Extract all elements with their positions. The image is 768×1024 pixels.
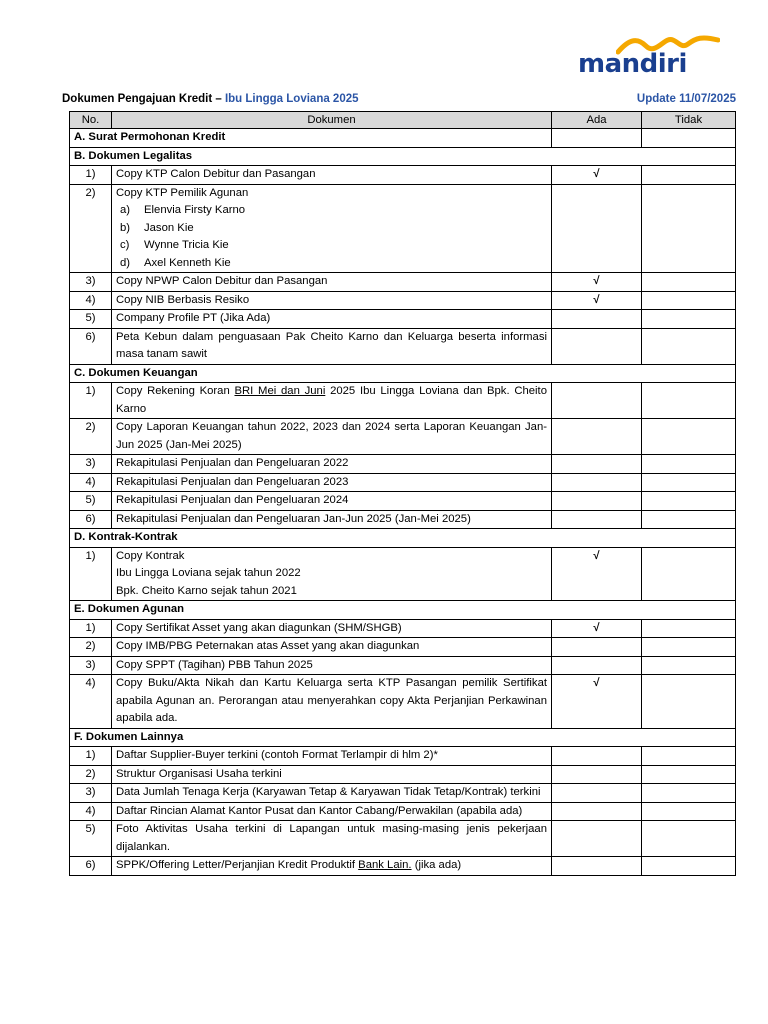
- ada-cell: [552, 765, 642, 784]
- ada-cell: [552, 784, 642, 803]
- sub-item: [116, 202, 547, 220]
- tidak-cell: [642, 821, 736, 857]
- ada-checkmark: √: [552, 166, 642, 185]
- tidak-cell: [642, 784, 736, 803]
- row-number: 1): [70, 747, 112, 766]
- tidak-cell: [642, 166, 736, 185]
- row-document: Rekapitulasi Penjualan dan Pengeluaran 2024: [112, 492, 552, 511]
- ada-cell: [552, 129, 642, 148]
- row-document: Foto Aktivitas Usaha terkini di Lapangan untuk masing-masing jenis pekerjaan dijalankan.: [112, 821, 552, 857]
- row-document: [112, 383, 552, 419]
- row-document-text: 2025 Ibu Lingga Loviana dan Bpk. Cheito Karno: [116, 385, 547, 415]
- table-row: [70, 802, 736, 821]
- sub-item-text: Jason Kie: [144, 221, 194, 234]
- table-row: [70, 747, 736, 766]
- tidak-cell: [642, 473, 736, 492]
- table-row: [70, 419, 736, 455]
- row-document: [112, 184, 552, 273]
- table-row: [70, 383, 736, 419]
- tidak-cell: [642, 383, 736, 419]
- row-document-text: Ibu Lingga Loviana sejak tahun 2022: [116, 567, 301, 579]
- ada-checkmark: √: [552, 547, 642, 601]
- row-number: 3): [70, 656, 112, 675]
- sub-item-text: Elenvia Firsty Karno: [144, 204, 246, 216]
- ada-checkmark: √: [552, 273, 642, 292]
- ada-cell: [552, 328, 642, 364]
- table-row: [70, 184, 736, 273]
- tidak-cell: [642, 492, 736, 511]
- row-document-text: SPPK/Offering Letter/Perjanjian Kredit Produktif: [116, 859, 359, 871]
- row-number: 2): [70, 184, 112, 273]
- sub-item-letter: c): [120, 239, 130, 251]
- ada-cell: [552, 184, 642, 273]
- table-row: [70, 510, 736, 529]
- row-number: 1): [70, 383, 112, 419]
- row-document-text: (jika ada): [411, 859, 462, 871]
- table-row: [70, 656, 736, 675]
- mandiri-logo: [576, 30, 726, 80]
- ada-cell: [552, 419, 642, 455]
- document-header: [62, 93, 736, 109]
- section-row: [70, 728, 736, 747]
- section-row: [70, 601, 736, 620]
- section-title: A. Surat Permohonan Kredit: [70, 129, 552, 148]
- tidak-cell: [642, 619, 736, 638]
- row-number: 4): [70, 473, 112, 492]
- row-document: Daftar Supplier-Buyer terkini (contoh Format Terlampir di hlm 2)*: [112, 747, 552, 766]
- row-number: 1): [70, 547, 112, 601]
- row-document-text: Copy Rekening Koran: [116, 385, 235, 397]
- ada-cell: [552, 747, 642, 766]
- section-title: B. Dokumen Legalitas: [70, 147, 736, 166]
- row-document: Daftar Rincian Alamat Kantor Pusat dan Kantor Cabang/Perwakilan (apabila ada): [112, 802, 552, 821]
- tidak-cell: [642, 510, 736, 529]
- col-header-tidak: Tidak: [642, 112, 736, 129]
- row-document: Copy Sertifikat Asset yang akan diagunkan (SHM/SHGB): [112, 619, 552, 638]
- section-title: D. Kontrak-Kontrak: [70, 529, 736, 548]
- section-row: [70, 529, 736, 548]
- row-number: 3): [70, 784, 112, 803]
- tidak-cell: [642, 638, 736, 657]
- row-number: 3): [70, 273, 112, 292]
- row-document: Copy SPPT (Tagihan) PBB Tahun 2025: [112, 656, 552, 675]
- tidak-cell: [642, 273, 736, 292]
- row-number: 5): [70, 821, 112, 857]
- row-document: Copy NIB Berbasis Resiko: [112, 291, 552, 310]
- row-number: 1): [70, 166, 112, 185]
- sub-item-letter: d): [120, 256, 131, 269]
- row-document-text: Copy KTP Pemilik Agunan: [116, 186, 249, 199]
- row-document: Copy Buku/Akta Nikah dan Kartu Keluarga serta KTP Pasangan pemilik Sertifikat apabila Agunan an. Perorangan atau menyerahkan copy Akta Perjanjian Perkawinan apabila ada.: [112, 675, 552, 729]
- sub-item: [116, 237, 547, 255]
- sub-item-letter: b): [120, 221, 131, 234]
- row-document: Copy NPWP Calon Debitur dan Pasangan: [112, 273, 552, 292]
- ada-cell: [552, 802, 642, 821]
- col-header-dokumen: Dokumen: [112, 112, 552, 129]
- table-row: [70, 857, 736, 876]
- table-row: [70, 273, 736, 292]
- row-number: 6): [70, 328, 112, 364]
- table-row: [70, 492, 736, 511]
- section-title: F. Dokumen Lainnya: [70, 728, 736, 747]
- tidak-cell: [642, 129, 736, 148]
- row-document: [112, 547, 552, 601]
- tidak-cell: [642, 802, 736, 821]
- row-number: 2): [70, 419, 112, 455]
- underlined-text: Bank Lain.: [358, 859, 412, 871]
- section-title: C. Dokumen Keuangan: [70, 364, 736, 383]
- ada-cell: [552, 455, 642, 474]
- underlined-text: BRI Mei dan Juni: [234, 385, 326, 397]
- tidak-cell: [642, 184, 736, 273]
- row-document: Company Profile PT (Jika Ada): [112, 310, 552, 329]
- title-name: Ibu Lingga Loviana 2025: [224, 93, 359, 105]
- tidak-cell: [642, 547, 736, 601]
- row-document: [112, 857, 552, 876]
- sub-item: [116, 220, 547, 238]
- section-title: E. Dokumen Agunan: [70, 601, 736, 620]
- sub-item-text: Axel Kenneth Kie: [144, 256, 231, 269]
- section-row: [70, 147, 736, 166]
- ada-cell: [552, 821, 642, 857]
- sub-item-text: Wynne Tricia Kie: [144, 239, 229, 251]
- col-header-ada: Ada: [552, 112, 642, 129]
- row-number: 5): [70, 492, 112, 511]
- table-row: [70, 455, 736, 474]
- title-prefix: Dokumen Pengajuan Kredit –: [62, 93, 225, 105]
- table-row: [70, 291, 736, 310]
- tidak-cell: [642, 857, 736, 876]
- ada-cell: [552, 857, 642, 876]
- row-number: 4): [70, 675, 112, 729]
- table-row: [70, 821, 736, 857]
- ada-cell: [552, 638, 642, 657]
- table-row: [70, 310, 736, 329]
- row-document: Copy IMB/PBG Peternakan atas Asset yang akan diagunkan: [112, 638, 552, 657]
- row-document: Copy KTP Calon Debitur dan Pasangan: [112, 166, 552, 185]
- ada-cell: [552, 383, 642, 419]
- tidak-cell: [642, 656, 736, 675]
- row-number: 2): [70, 765, 112, 784]
- section-row: [70, 364, 736, 383]
- tidak-cell: [642, 291, 736, 310]
- document-checklist-table: [69, 111, 736, 876]
- col-header-no: No.: [70, 112, 112, 129]
- tidak-cell: [642, 747, 736, 766]
- tidak-cell: [642, 765, 736, 784]
- update-date: Update 11/07/2025: [636, 93, 736, 105]
- ada-checkmark: √: [552, 291, 642, 310]
- sub-item-letter: a): [120, 204, 131, 216]
- row-document: Data Jumlah Tenaga Kerja (Karyawan Tetap & Karyawan Tidak Tetap/Kontrak) terkini: [112, 784, 552, 803]
- table-row: [70, 166, 736, 185]
- ada-checkmark: √: [552, 619, 642, 638]
- tidak-cell: [642, 328, 736, 364]
- section-row: [70, 129, 736, 148]
- row-document-text: Bpk. Cheito Karno sejak tahun 2021: [116, 584, 297, 597]
- table-row: [70, 473, 736, 492]
- row-document: Copy Laporan Keuangan tahun 2022, 2023 dan 2024 serta Laporan Keuangan Jan-Jun 2025 (Jan-Mei 2025): [112, 419, 552, 455]
- tidak-cell: [642, 455, 736, 474]
- document-title: [62, 93, 359, 105]
- row-number: 6): [70, 857, 112, 876]
- row-number: 6): [70, 510, 112, 529]
- row-document: Rekapitulasi Penjualan dan Pengeluaran 2022: [112, 455, 552, 474]
- sub-item: [116, 255, 547, 273]
- ada-cell: [552, 473, 642, 492]
- ada-cell: [552, 492, 642, 511]
- ada-cell: [552, 310, 642, 329]
- ada-checkmark: √: [552, 675, 642, 729]
- table-row: [70, 784, 736, 803]
- table-row: [70, 547, 736, 601]
- table-row: [70, 328, 736, 364]
- row-number: 4): [70, 802, 112, 821]
- row-document: Rekapitulasi Penjualan dan Pengeluaran 2023: [112, 473, 552, 492]
- row-number: 2): [70, 638, 112, 657]
- row-document-text: Copy Kontrak: [116, 549, 185, 562]
- table-row: [70, 675, 736, 729]
- table-row: [70, 765, 736, 784]
- row-number: 4): [70, 291, 112, 310]
- row-document: Rekapitulasi Penjualan dan Pengeluaran Jan-Jun 2025 (Jan-Mei 2025): [112, 510, 552, 529]
- row-number: 5): [70, 310, 112, 329]
- row-document: Struktur Organisasi Usaha terkini: [112, 765, 552, 784]
- tidak-cell: [642, 675, 736, 729]
- row-document: Peta Kebun dalam penguasaan Pak Cheito Karno dan Keluarga beserta informasi masa tanam sawit: [112, 328, 552, 364]
- row-number: 3): [70, 455, 112, 474]
- ada-cell: [552, 656, 642, 675]
- row-number: 1): [70, 619, 112, 638]
- logo-text: mandiri: [578, 49, 687, 79]
- tidak-cell: [642, 310, 736, 329]
- table-row: [70, 619, 736, 638]
- ada-cell: [552, 510, 642, 529]
- table-header-row: [70, 112, 736, 129]
- tidak-cell: [642, 419, 736, 455]
- table-row: [70, 638, 736, 657]
